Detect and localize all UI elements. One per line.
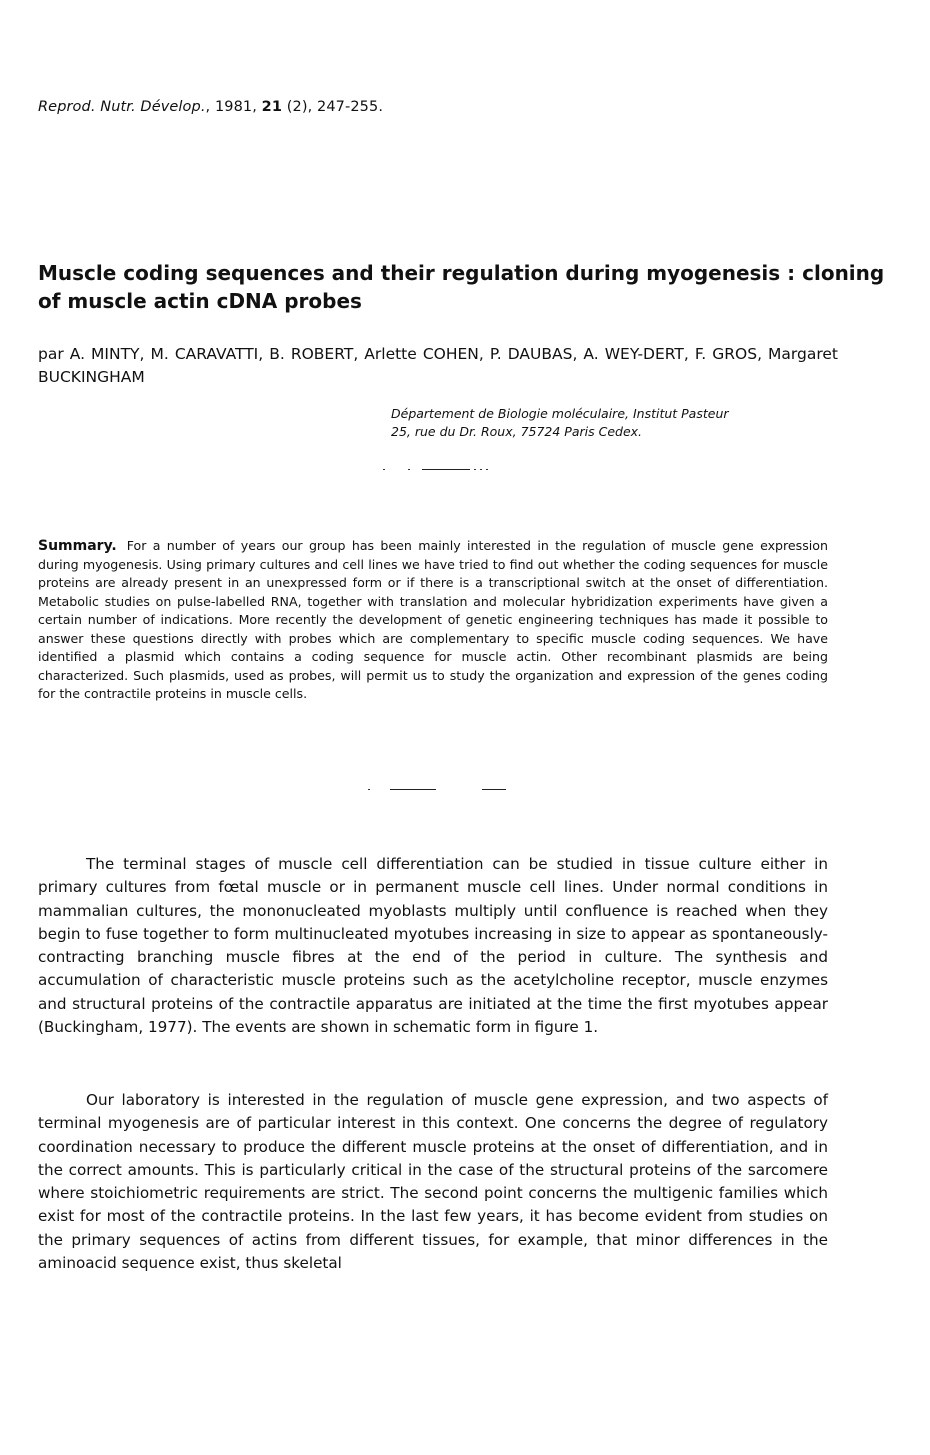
- separator-dot: [474, 469, 476, 470]
- citation-year: , 1981,: [205, 99, 262, 115]
- citation-issue-pages: (2), 247-255.: [282, 99, 384, 115]
- article-title: Muscle coding sequences and their regulation during myogenesis : cloning of muscle actin cDNA probes: [38, 261, 885, 313]
- body-paragraph: Our laboratory is interested in the regulation of muscle gene expression, and two aspects of terminal myogenesis are of particular interest in this context. One concerns the degree of regulatory coordination necessary to produce the different muscle proteins at the onset of differentiation, and in the correct amounts. This is particularly critical in the case of the structural proteins of the sarcomere where stoichiometric requirements are strict. The second point concerns the multigenic families which exist for most of the contractile proteins. In the last few years, it has become evident from studies on the primary sequences of actins from different tissues, for example, that minor differences in the aminoacid sequence exist, thus skeletal: [38, 1091, 828, 1273]
- separator-rule: [422, 469, 470, 470]
- affiliation-line-2: 25, rue du Dr. Roux, 75724 Paris Cedex.: [391, 424, 643, 439]
- affiliation: [391, 405, 871, 441]
- journal-citation: [38, 99, 383, 115]
- separator-dot: [480, 469, 482, 470]
- body-paragraph: The terminal stages of muscle cell differentiation can be studied in tissue culture either in primary cultures from fœtal muscle or in permanent muscle cell lines. Under normal conditions in mammalian cultures, the mononucleated myoblasts multiply until confluence is reached when they begin to fuse together to form multinucleated myotubes increasing in size to appear as spontaneously-contracting branching muscle fibres at the end of the period in culture. The synthesis and accumulation of characteristic muscle proteins such as the acetylcholine receptor, muscle enzymes and structural proteins of the contractile apparatus are initiated at the time the first myotubes appear (Buckingham, 1977). The events are shown in schematic form in figure 1.: [38, 855, 828, 1037]
- separator-dot: [408, 469, 410, 470]
- separator-dot: [368, 789, 370, 790]
- summary-label: Summary.: [38, 538, 117, 554]
- author-list: par A. MINTY, M. CARAVATTI, B. ROBERT, Arlette COHEN, P. DAUBAS, A. WEY-DERT, F. GROS, Margaret BUCKINGHAM: [38, 345, 838, 386]
- separator-rule: [390, 789, 436, 790]
- affiliation-line-1: Département de Biologie moléculaire, Institut Pasteur: [391, 406, 729, 421]
- summary-abstract: [38, 537, 828, 704]
- separator-dot: [383, 469, 385, 470]
- separator-dot: [486, 469, 488, 470]
- summary-text: For a number of years our group has been mainly interested in the regulation of muscle gene expression during myogenesis. Using primary cultures and cell lines we have tried to find out whether the coding sequences for muscle proteins are already present in an unexpressed form or if there is a transcriptional switch at the onset of differentiation. Metabolic studies on pulse-labelled RNA, together with translation and molecular hybridization experiments have given a certain number of indications. More recently the development of genetic engineering techniques has made it possible to answer these questions directly with probes which are complementary to specific muscle coding sequences. We have identified a plasmid which contains a coding sequence for muscle actin. Other recombinant plasmids are being characterized. Such plasmids, used as probes, will permit us to study the organization and expression of the genes coding for the contractile proteins in muscle cells.: [38, 538, 828, 701]
- journal-name: Reprod. Nutr. Dévelop.: [38, 99, 206, 115]
- separator-rule: [482, 789, 506, 790]
- citation-volume: 21: [261, 99, 283, 115]
